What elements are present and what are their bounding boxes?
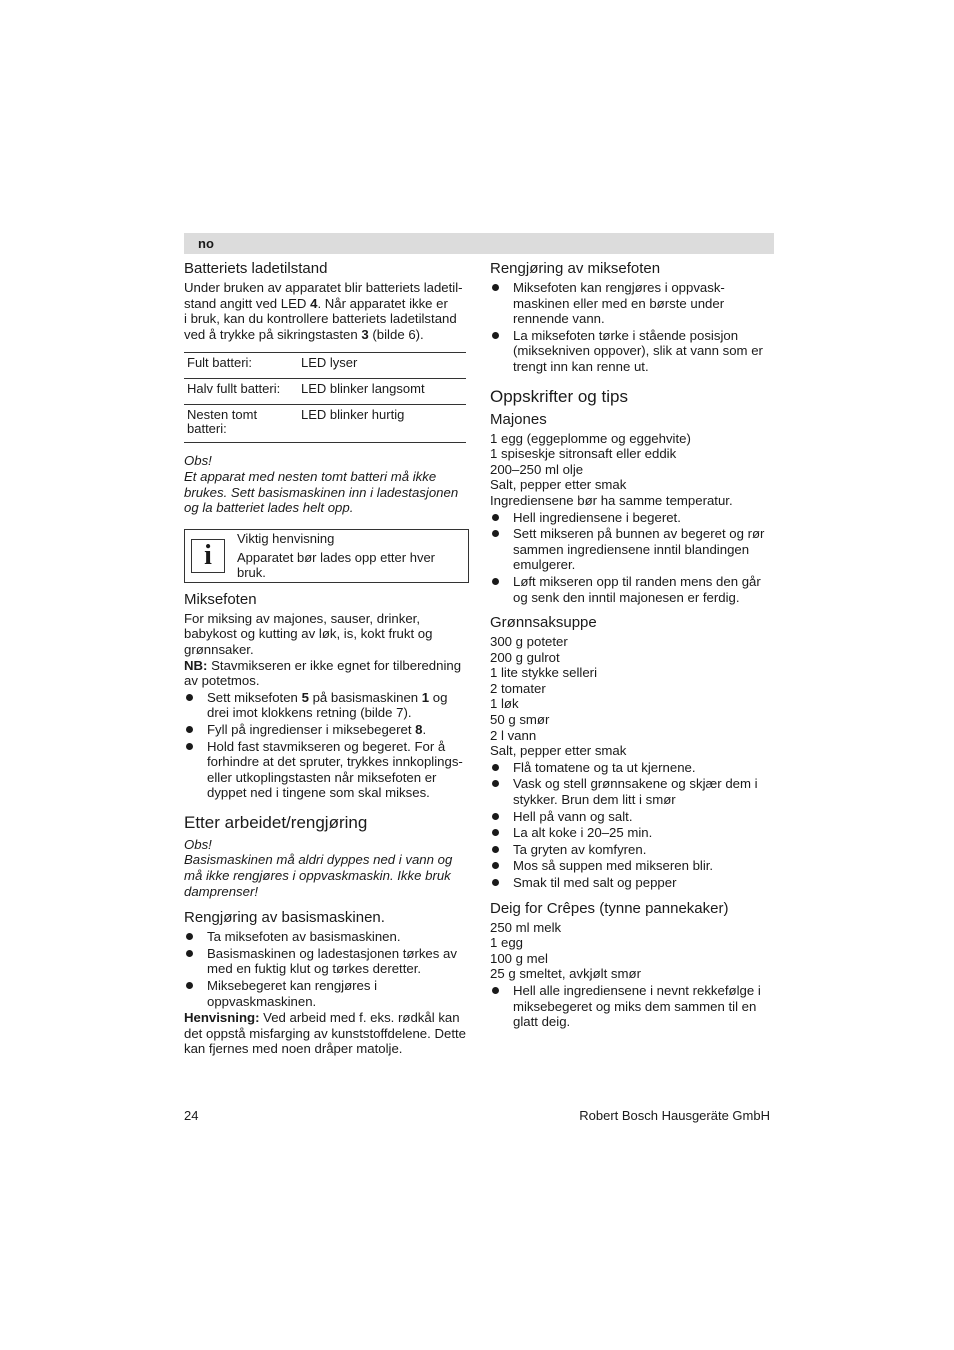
battery-heading: Batteriets ladetilstand [184,260,328,277]
right-column [490,258,774,1031]
soup-steps [490,760,774,891]
language-bar [184,233,774,254]
list-item: Sett miksefoten 5 på basismaskinen 1 og drei imot klokkens retning (bilde 7). [184,690,469,721]
crepes-ingredient: 1 egg [490,935,524,951]
table-row [184,379,466,405]
soup-ingredient: 50 g smør [490,712,550,728]
crepes-ingredient: 25 g smeltet, avkjølt smør [490,966,641,982]
list-item: Ta miksefoten av basismaskinen. [184,929,469,945]
list-item: Ta gryten av komfyren. [490,842,774,858]
soup-ingredient: 2 tomater [490,680,546,696]
list-item: Sett mikseren på bunnen av begeret og rør sammen ingrediensene inntil blandingen emulgerer. [490,526,774,573]
crepes-ingredient: 250 ml melk [490,919,562,935]
list-item: Flå tomatene og ta ut kjernene. [490,760,774,776]
clean-base-steps [184,929,469,1009]
list-item: La miksefoten tørke i stående posisjon (miksekniven oppover), slik at vann som er trengt inn kan renne ut. [490,328,774,375]
important-notice-box [184,529,469,583]
crepes-ingredient: 100 g mel [490,950,548,966]
table-cell: LED blinker hurtig [298,405,466,443]
list-item: Hell på vann og salt. [490,809,774,825]
list-item: Fyll på ingredienser i miksebegeret 8. [184,722,469,738]
table-cell: LED lyser [298,353,466,379]
mayo-ingredient: Salt, pepper etter smak [490,477,627,493]
mayo-ingredient: 200–250 ml olje [490,461,584,477]
list-item: Miksefoten kan rengjøres i oppvask-maskinen eller med en børste under rennende vann. [490,280,774,327]
soup-heading: Grønnsaksuppe [490,614,597,632]
battery-status-table [184,352,466,443]
table-row [184,353,466,379]
battery-intro: Under bruken av apparatet blir batteriets ladetil- stand angitt ved LED 4. Når apparatet ikke er i bruk, kan du kontrollere batteriets ladetilstand ved å trykke på sikringstasten 3 (bilde 6). [184,280,463,342]
mayo-ingredient: 1 spiseskje sitronsaft eller eddik [490,446,677,462]
list-item: Smak til med salt og pepper [490,875,774,891]
table-cell: LED blinker langsomt [298,379,466,405]
soup-ingredient: Salt, pepper etter smak [490,743,627,759]
hint-note: Henvisning: Ved arbeid med f. eks. rødkål kan det oppstå misfarging av kunststoffdelene. Dette kan fjernes med noen dråper matolje. [184,1010,466,1057]
soup-ingredient: 1 løk [490,696,519,712]
soup-ingredient: 200 g gulrot [490,649,560,665]
left-column [184,258,469,1057]
list-item: Løft mikseren opp til randen mens den går og senk den inntil majonesen er ferdig. [490,574,774,605]
mayo-ingredient: Ingrediensene bør ha samme temperatur. [490,492,733,508]
soup-ingredient: 2 l vann [490,727,537,743]
mixer-intro: For miksing av majones, sauser, drinker, babykost og kutting av løk, is, kokt frukt og grønnsaker. [184,610,433,657]
obs-label: Obs! [184,836,212,852]
notice-text-block [237,531,465,580]
language-code: no [198,236,214,251]
crepes-heading: Deig for Crêpes (tynne pannekaker) [490,899,729,917]
obs-text: Et apparat med nesten tomt batteri må ikke brukes. Sett basismaskinen inn i ladestasjonen og la batteriet lades helt opp. [184,468,459,516]
clean-base-heading: Rengjøring av basismaskinen. [184,909,385,927]
company-name: Robert Bosch Hausgeräte GmbH [579,1108,770,1123]
list-item: Hell alle ingrediensene i nevnt rekkefølge i miksebegeret og miks dem sammen til en glatt deig. [490,983,774,1030]
list-item: Vask og stell grønnsakene og skjær dem i stykker. Brun dem litt i smør [490,776,774,807]
table-row [184,405,466,443]
after-work-heading: Etter arbeidet/rengjøring [184,812,368,832]
list-item: La alt koke i 20–25 min. [490,825,774,841]
obs-label: Obs! [184,453,212,469]
mayo-heading: Majones [490,410,547,428]
mayo-steps [490,510,774,606]
table-cell: Fult batteri: [184,353,298,379]
table-cell: Nesten tomt batteri: [184,405,298,443]
obs-text: Basismaskinen må aldri dyppes ned i vann og må ikke rengjøres i oppvaskmaskin. Ikke bruk damprenser! [184,852,453,899]
mayo-ingredient: 1 egg (eggeplomme og eggehvite) [490,430,691,446]
soup-ingredient: 300 g poteter [490,634,568,650]
list-item: Basismaskinen og ladestasjonen tørkes av med en fuktig klut og tørkes deretter. [184,946,469,977]
mixer-steps [184,690,469,801]
nb-note: NB: Stavmikseren er ikke egnet for tilberedning av potetmos. [184,657,462,689]
list-item: Hell ingrediensene i begeret. [490,510,774,526]
info-icon: i [191,539,225,573]
list-item: Mos så suppen med mikseren blir. [490,858,774,874]
clean-foot-steps [490,280,774,375]
page-number: 24 [184,1108,199,1123]
list-item: Miksebegeret kan rengjøres i oppvaskmaskinen. [184,978,469,1009]
mixer-heading: Miksefoten [184,590,257,608]
table-cell: Halv fullt batteri: [184,379,298,405]
list-item: Hold fast stavmikseren og begeret. For å forhindre at det spruter, trykkes innkoplings- eller utkoplingstasten når miksefoten er dyppet ned i tingene som skal mikses. [184,739,469,801]
soup-ingredient: 1 lite stykke selleri [490,665,598,681]
crepes-steps [490,983,774,1030]
notice-title: Viktig henvisning [237,530,335,546]
notice-text: Apparatet bør lades opp etter hver bruk. [237,549,436,580]
recipes-heading: Oppskrifter og tips [490,386,628,406]
clean-foot-heading: Rengjøring av miksefoten [490,260,661,277]
